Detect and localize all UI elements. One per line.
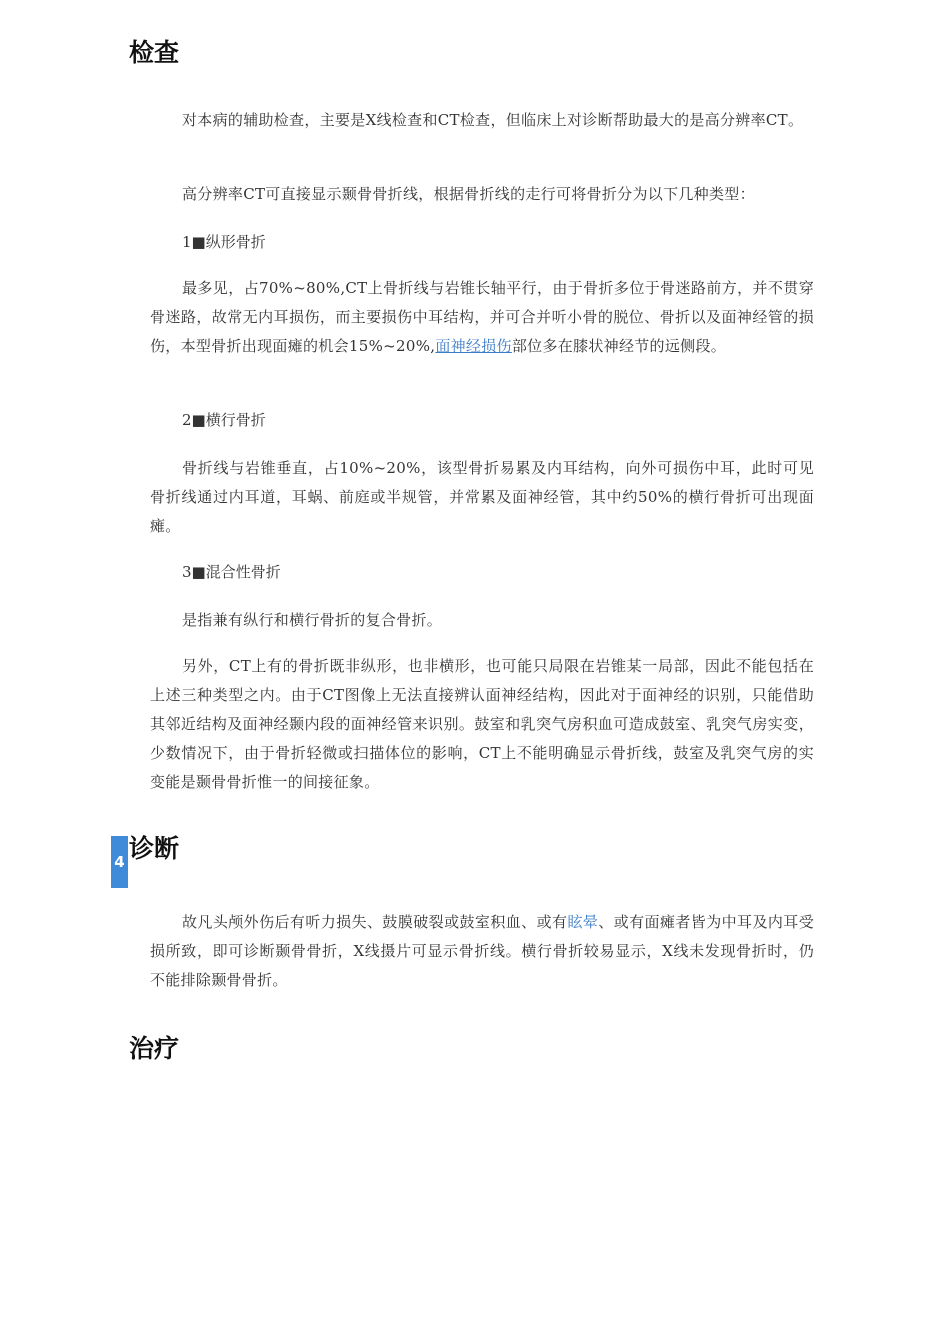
type1-heading: 1■纵形骨折 — [182, 233, 266, 251]
type3-heading: 3■混合性骨折 — [182, 563, 281, 581]
vertigo-link[interactable]: 眩晕 — [567, 913, 599, 931]
heading-exam: 检查 — [129, 38, 180, 67]
type2-heading: 2■横行骨折 — [182, 411, 266, 429]
type1-text-a: 最多见，占70%~80%,CT上骨折线与岩锥长轴平行，由于骨折多位于骨迷路前方，并不贯穿骨迷路，故常无内耳损伤，而主要损伤中耳结构，并可合并听小骨的脱位、骨折以及面神经管的损伤，本型骨折出现面瘫的机会15%~20%, — [150, 279, 814, 355]
heading-diagnosis: 诊断 — [129, 834, 180, 863]
type3-paragraph: 是指兼有纵行和横行骨折的复合骨折。 — [182, 611, 443, 629]
section-number-badge: 4 — [111, 836, 128, 888]
exam-paragraph-2: 高分辨率CT可直接显示颞骨骨折线，根据骨折线的走行可将骨折分为以下几种类型： — [182, 185, 755, 203]
type1-text-b: 部位多在膝状神经节的远侧段。 — [511, 337, 727, 355]
facial-nerve-injury-link[interactable]: 面神经损伤 — [435, 337, 512, 355]
diagnosis-text-a: 故凡头颅外伤后有听力损失、鼓膜破裂或鼓室积血、或有 — [182, 913, 568, 931]
diagnosis-text-b: 、或有面瘫者皆为中耳及内耳受损所致，即可诊断颞骨骨折，X线摄片可显示骨折线。横行骨折较易显示，X线未发现骨折时，仍不能排除颞骨骨折。 — [150, 913, 815, 989]
exam-paragraph-1: 对本病的辅助检查，主要是X线检查和CT检查，但临床上对诊断帮助最大的是高分辨率CT。 — [182, 111, 804, 129]
type2-paragraph: 骨折线与岩锥垂直，占10%~20%，该型骨折易累及内耳结构，向外可损伤中耳，此时可见骨折线通过内耳道，耳蜗、前庭或半规管，并常累及面神经管，其中约50%的横行骨折可出现面瘫。 — [150, 459, 814, 535]
exam-paragraph-other: 另外，CT上有的骨折既非纵形，也非横形，也可能只局限在岩锥某一局部，因此不能包括在上述三种类型之内。由于CT图像上无法直接辨认面神经结构，因此对于面神经的识别，只能借助其邻近结构及面神经颞内段的面神经管来识别。鼓室和乳突气房积血可造成鼓室、乳突气房实变，少数情况下，由于骨折轻微或扫描体位的影响，CT上不能明确显示骨折线，鼓室及乳突气房的实变能是颞骨骨折惟一的间接征象。 — [150, 657, 814, 791]
diagnosis-paragraph — [150, 908, 814, 995]
type1-paragraph — [150, 274, 814, 361]
heading-treatment: 治疗 — [129, 1034, 180, 1063]
